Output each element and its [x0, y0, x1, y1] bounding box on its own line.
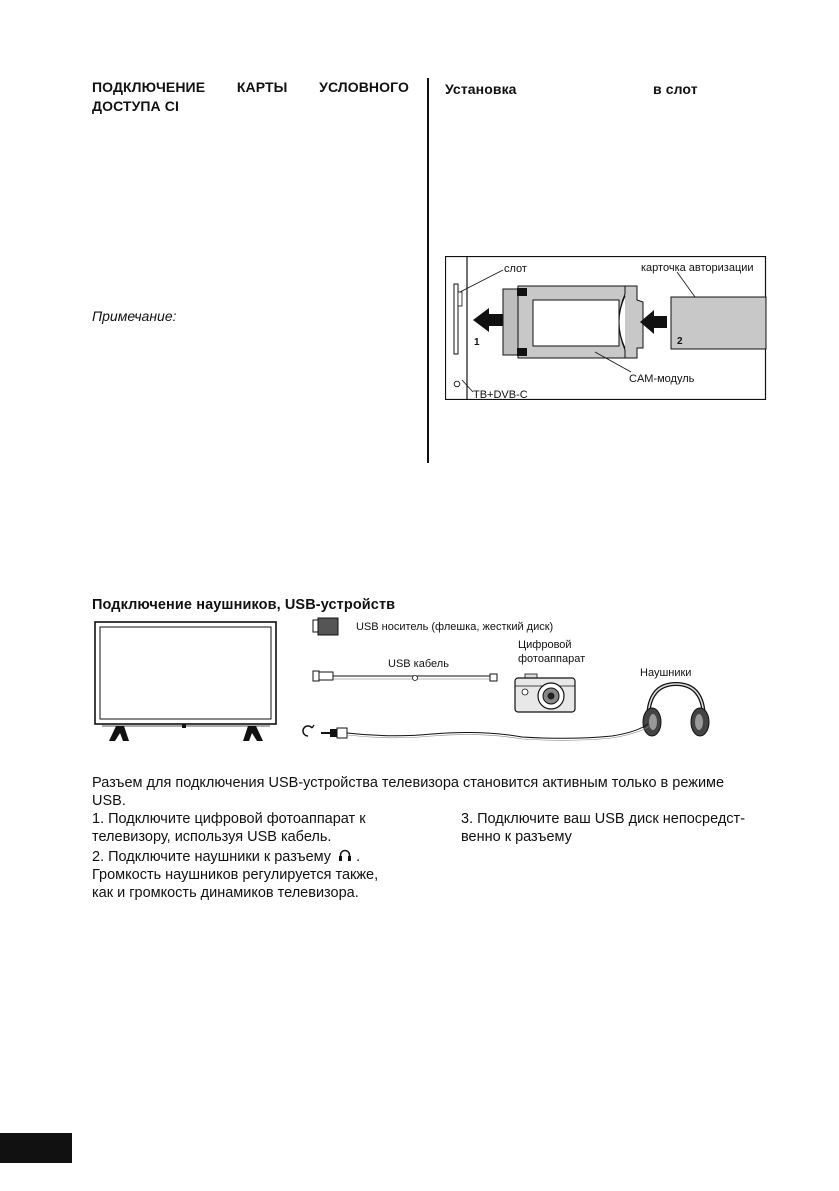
- usb-section-heading: Подключение наушников, USB-устройств: [92, 597, 396, 613]
- usb-intro-line2: USB.: [92, 793, 126, 809]
- slot-heading-left: Установка: [445, 81, 517, 97]
- usb-cable-icon: [313, 671, 497, 681]
- step2-line1-text: 2. Подключите наушники к разъему: [92, 849, 332, 865]
- step2-period: .: [352, 849, 361, 865]
- cam-insertion-diagram: [445, 256, 767, 400]
- headphones-icon: [643, 684, 709, 736]
- step2-line1: [92, 848, 360, 866]
- step2-line2: Громкость наушников регулируется также,: [92, 867, 379, 883]
- step1-label: 1: [474, 337, 480, 348]
- usb-cable-label: USB кабель: [388, 658, 449, 670]
- usb-intro-line1: Разъем для подключения USB-устройства телевизора становится активным только в режиме: [92, 775, 725, 791]
- ci-heading: [92, 79, 409, 114]
- ci-heading-word-2: КАРТЫ: [236, 79, 288, 95]
- column-divider: [427, 78, 429, 463]
- ci-heading-line2: ДОСТУПА CI: [92, 98, 179, 114]
- headphones-label: Наушники: [640, 667, 692, 679]
- step2-line3: как и громкость динамиков телевизора.: [92, 885, 359, 901]
- cam-label: CAM-модуль: [629, 373, 695, 385]
- camera-label-line1: Цифровой: [518, 639, 572, 651]
- ci-heading-word-3: УСЛОВНОГО: [319, 79, 409, 95]
- slot-label: слот: [504, 263, 527, 275]
- headphone-jack-icon: [338, 848, 352, 862]
- step1-line2: телевизору, используя USB кабель.: [92, 829, 332, 845]
- step3-line2: венно к разъему: [461, 829, 572, 845]
- ci-note-label: Примечание:: [92, 308, 177, 324]
- authorization-card: [671, 297, 766, 349]
- headphone-cable-icon: [321, 724, 650, 740]
- step2-label: 2: [677, 336, 683, 347]
- headphone-jack-icon: [303, 725, 314, 736]
- slot-heading-right: в слот: [653, 81, 698, 97]
- slot-latch: [458, 292, 462, 306]
- ci-heading-word-1: ПОДКЛЮЧЕНИЕ: [92, 79, 206, 95]
- usb-flash-drive-icon: [313, 618, 338, 635]
- camera-label-line2: фотоаппарат: [518, 653, 586, 665]
- slot-opening: [454, 284, 458, 354]
- card-label: карточка авторизации: [641, 262, 754, 274]
- page-corner-tab: [0, 1133, 72, 1163]
- usb-connection-diagram: [92, 612, 742, 747]
- tv-label: ТВ+DVB-C: [473, 389, 528, 400]
- step3-line1: 3. Подключите ваш USB диск непосредст-: [461, 811, 746, 827]
- tv-illustration: [95, 622, 276, 741]
- camera-icon: [515, 674, 575, 712]
- step1-line1: 1. Подключите цифровой фотоаппарат к: [92, 811, 366, 827]
- usb-media-label: USB носитель (флешка, жесткий диск): [356, 621, 554, 633]
- cam-module: [503, 286, 643, 358]
